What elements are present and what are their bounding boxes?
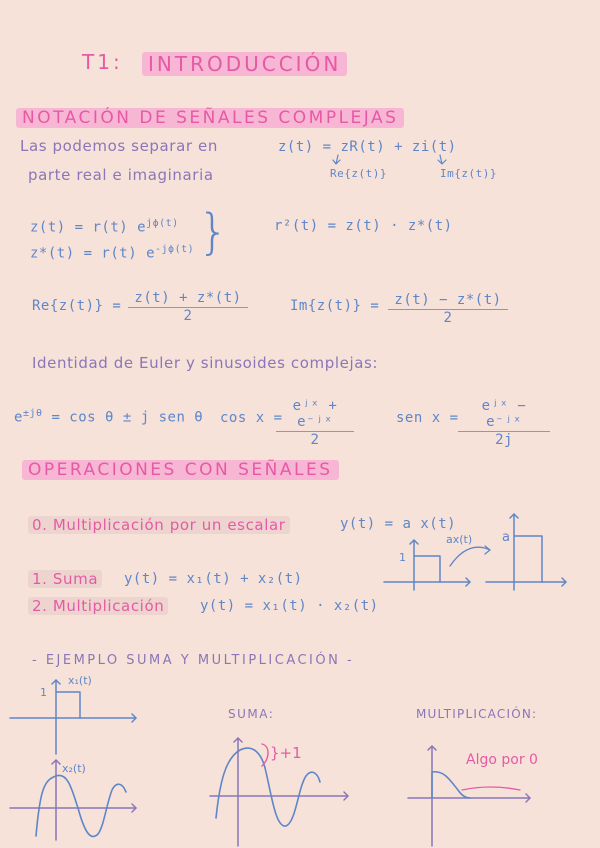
real-part-label: Re{z(t)} <box>330 167 387 180</box>
x2-label: x₂(t) <box>62 762 86 775</box>
polar-form-zconj-base: z*(t) = r(t) e <box>30 245 156 262</box>
euler-rhs: = cos θ ± j sen θ <box>51 409 204 426</box>
x1-label: x₁(t) <box>68 674 92 687</box>
op0-equation: y(t) = a x(t) <box>340 516 457 532</box>
euler-base: e <box>14 409 23 426</box>
x1-amplitude-one: 1 <box>40 686 47 699</box>
x1-plot <box>10 680 136 754</box>
mult-curve <box>432 772 470 798</box>
re-numerator: z(t) + z*(t) <box>128 290 248 308</box>
section-heading-operations: OPERACIONES CON SEÑALES <box>22 460 339 480</box>
polar-form-z-exponent: jϕ(t) <box>146 218 179 229</box>
im-denominator: 2 <box>443 310 453 326</box>
split-equation: z(t) = zR(t) + zi(t) <box>278 139 457 155</box>
im-numerator: z(t) − z*(t) <box>388 292 508 310</box>
title-prefix: T1: <box>82 50 123 74</box>
suma-curve <box>216 748 320 826</box>
suma-label: SUMA: <box>228 707 275 721</box>
right-brace: } <box>198 204 229 260</box>
cos-lhs: cos x = <box>220 410 283 426</box>
scalar-curved-arrow <box>450 546 490 566</box>
cos-denominator: 2 <box>310 432 320 448</box>
re-definition-lhs: Re{z(t)} = <box>32 298 122 314</box>
op1-equation: y(t) = x₁(t) + x₂(t) <box>124 571 303 587</box>
op1-label: 1. Suma <box>28 570 102 588</box>
cos-numerator: eʲˣ + e⁻ʲˣ <box>276 398 354 432</box>
r-squared-equation: r²(t) = z(t) · z*(t) <box>274 218 453 234</box>
sen-numerator: eʲˣ − e⁻ʲˣ <box>458 398 550 432</box>
op2-label: 2. Multiplicación <box>28 597 168 615</box>
x2-sinusoid <box>36 775 126 836</box>
example-heading: - EJEMPLO SUMA Y MULTIPLICACIÓN - <box>32 653 355 668</box>
diagram-arrow-label: ax(t) <box>446 533 473 546</box>
euler-exponent: ±jθ <box>22 408 43 419</box>
intro-line-2: parte real e imaginaria <box>28 166 214 184</box>
sen-denominator: 2j <box>495 432 513 448</box>
mult-zero-bracket <box>462 787 520 790</box>
imag-part-label: Im{z(t)} <box>440 167 497 180</box>
diagram-amplitude-one: 1 <box>399 551 406 564</box>
diagram-amplitude-a: a <box>502 530 510 545</box>
intro-line-1: Las podemos separar en <box>20 137 218 155</box>
mult-note: Algo por 0 <box>466 752 538 768</box>
arrow-zr-down <box>333 155 340 164</box>
page-title: INTRODUCCIÓN <box>142 52 347 76</box>
mult-label: MULTIPLICACIÓN: <box>416 707 538 721</box>
arrow-zi-down <box>438 155 446 164</box>
suma-plot <box>210 738 348 846</box>
sen-lhs: sen x = <box>396 410 459 426</box>
euler-heading: Identidad de Euler y sinusoides complejas: <box>32 354 379 372</box>
x2-plot <box>10 760 136 840</box>
op2-equation: y(t) = x₁(t) · x₂(t) <box>200 598 379 614</box>
mult-plot <box>408 746 530 846</box>
suma-note: }+1 <box>270 744 302 762</box>
op0-label: 0. Multiplicación por un escalar <box>28 516 290 534</box>
scalar-plot-right <box>486 514 566 590</box>
polar-form-zconj-exponent: -jϕ(t) <box>155 244 195 255</box>
im-definition-lhs: Im{z(t)} = <box>290 298 380 314</box>
polar-form-z-base: z(t) = r(t) e <box>30 219 147 236</box>
re-denominator: 2 <box>183 308 193 324</box>
scalar-plot-left <box>384 540 470 590</box>
section-heading-complex-notation: NOTACIÓN DE SEÑALES COMPLEJAS <box>16 108 404 128</box>
